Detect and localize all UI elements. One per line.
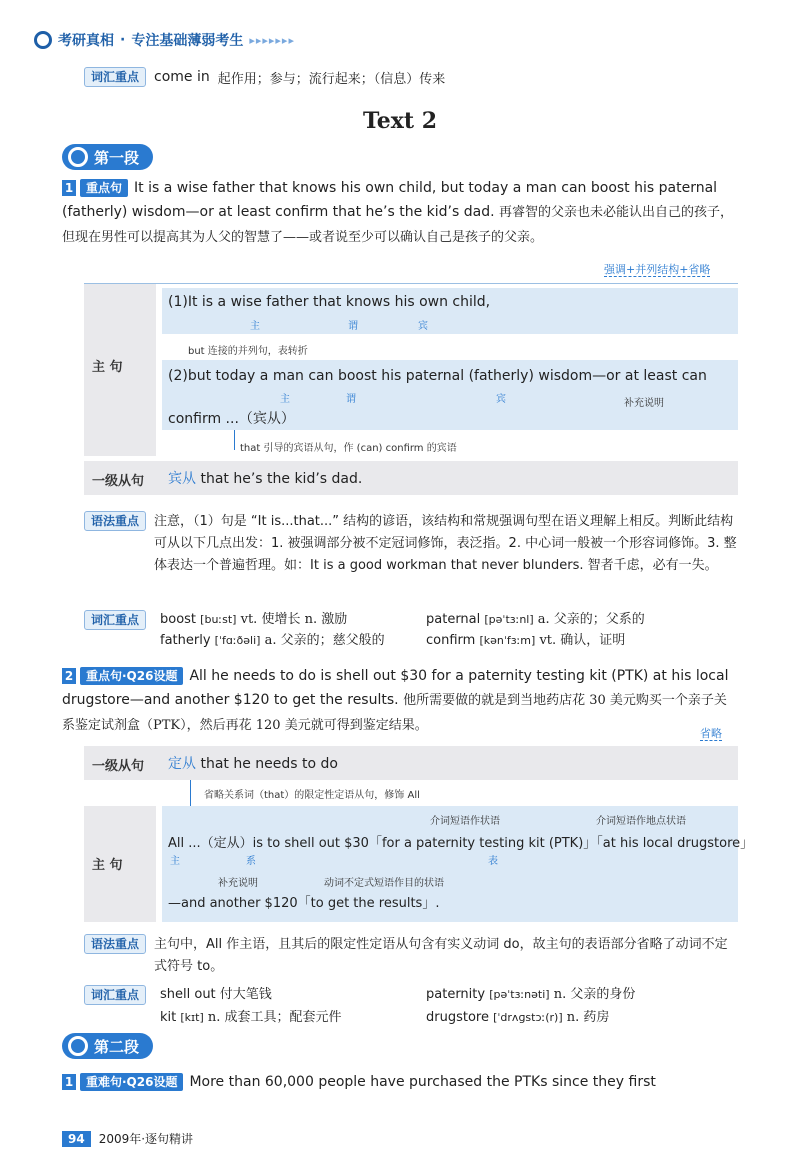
annotation: 介词短语作状语 <box>430 816 500 827</box>
sentence-en: More than 60,000 people have purchased the PTKs since they first <box>189 1074 656 1090</box>
clause-line-2: (2)but today a man can boost his paternal (fatherly) wisdom—or at least can <box>168 368 707 384</box>
vocab-tag-2 <box>84 984 146 1005</box>
search-icon <box>68 1036 88 1056</box>
subclause-row-2 <box>84 746 738 780</box>
subclause-label: 一级从句 <box>92 474 145 489</box>
vocab-item: fatherly [ˈfɑːðəli] a. 父亲的；慈父般的 <box>160 633 385 648</box>
clause-line-2: —and another $120「to get the results」. <box>168 896 440 911</box>
subclause-tag: 宾从 <box>168 471 196 487</box>
flag-tag: 重点句 <box>80 179 128 197</box>
role-object-2: 宾 <box>496 394 506 405</box>
clause-line-1: All ...（定从）is to shell out $30「for a paternity testing kit (PTK)」「at his local drugstore」 <box>168 836 754 851</box>
role-subject: 主 <box>250 321 260 332</box>
subclause-note: 省略关系词（that）的限定性定语从句，修饰 All <box>204 790 420 801</box>
clause-line-1: (1)It is a wise father that knows his own child, <box>168 294 491 310</box>
vocab-item: paternal [pəˈtɜːnl] a. 父亲的；父系的 <box>426 612 645 627</box>
sentence-number: 1 <box>62 1074 76 1090</box>
sentence-1 <box>62 176 738 250</box>
that-note: that 引导的宾语从句，作 (can) confirm 的宾语 <box>240 443 457 454</box>
sentence-cn: 他所需要做的就是到当地药店花 30 美元购买一个亲子关系鉴定试剂盒（PTK），然后再花 120 美元就可得到鉴定结果。 <box>62 693 727 733</box>
role-predicate-2: 谓 <box>346 394 356 405</box>
sentence-en: All he needs to do is shell out $30 for a paternity testing kit (PTK) at his local drugstore—and another $120 to get the results. <box>62 668 729 708</box>
main-clause-label: 主 句 <box>92 360 123 375</box>
connector-arrow <box>190 780 191 806</box>
grammar-note-1 <box>84 511 738 577</box>
role-subject: 主 <box>170 856 180 867</box>
annotation: 介词短语作地点状语 <box>596 816 686 827</box>
page-footer <box>62 1130 193 1147</box>
vocab-item: kit [kɪt] n. 成套工具；配套元件 <box>160 1010 342 1025</box>
hint-text: 省略 <box>700 727 722 740</box>
book-title: 2009年·逐句精讲 <box>98 1132 194 1146</box>
subclause-row-1 <box>84 461 738 495</box>
sentence-2 <box>62 664 738 738</box>
flag-tag: 重难句·Q26设题 <box>80 1073 183 1091</box>
role-predicate: 谓 <box>348 321 358 332</box>
brand-slogan: 专注基础薄弱考生 <box>131 33 244 49</box>
sentence-number: 2 <box>62 668 76 684</box>
flag-tag: 重点句·Q26设题 <box>80 667 183 685</box>
subclause-label: 一级从句 <box>92 759 145 774</box>
vocab-tag: 词汇重点 <box>84 985 146 1005</box>
page-header: 考研真相 · 专注基础薄弱考生 ▸▸▸▸▸▸▸ <box>34 30 295 50</box>
section-heading-2 <box>62 1033 153 1059</box>
grammar-text: 注意，（1）句是 “It is...that...” 结构的谚语，该结构和常规强调句型在语义理解上相反。判断此结构可从以下几点出发：1. 被强调部分被不定冠词修饰，表泛指。2. 中心词一般被一个形容词修饰。3. 整体表达一个普遍哲理。如：It is a good workman that never blunders. 智者千虑，必有一失。 <box>154 514 737 573</box>
vocab-item: boost [buːst] vt. 使增长 n. 激励 <box>160 612 348 627</box>
grammar-text: 主句中，All 作主语，且其后的限定性定语从句含有实义动词 do，故主句的表语部分省略了动词不定式符号 to。 <box>154 937 728 974</box>
page-title: Text 2 <box>362 108 438 134</box>
section-label: 第二段 <box>94 1037 140 1056</box>
grammar-tag: 语法重点 <box>84 934 146 954</box>
vocab-item: paternity [pəˈtɜːnəti] n. 父亲的身份 <box>426 987 636 1002</box>
analysis-table-1 <box>84 283 738 456</box>
main-clause-label: 主 句 <box>92 858 123 873</box>
vocab-tag: 词汇重点 <box>84 610 146 630</box>
structure-hint <box>604 258 710 277</box>
vocab-item: drugstore [ˈdrʌɡstɔː(r)] n. 药房 <box>426 1010 610 1025</box>
section-heading-1 <box>62 144 153 170</box>
annotation: 动词不定式短语作目的状语 <box>324 878 444 889</box>
connector-arrow <box>234 430 235 450</box>
role-object: 宾 <box>418 321 428 332</box>
subclause-content: that he needs to do <box>200 756 338 772</box>
page-number: 94 <box>62 1131 91 1147</box>
role-copula: 系 <box>246 856 256 867</box>
search-logo-icon <box>34 31 52 49</box>
section-label: 第一段 <box>94 148 140 167</box>
clause-line-3: confirm ...（宾从） <box>168 411 295 427</box>
grammar-note-2 <box>84 934 738 978</box>
structure-hint <box>700 722 722 741</box>
sentence-3 <box>62 1070 752 1094</box>
search-icon <box>68 147 88 167</box>
vocab-tag-1 <box>84 609 146 630</box>
grammar-tag: 语法重点 <box>84 511 146 531</box>
analysis-table-2 <box>84 806 754 922</box>
vocab-item: shell out 付大笔钱 <box>160 987 272 1002</box>
supp-note: 补充说明 <box>624 398 664 409</box>
brand-name: 考研真相 <box>58 33 114 49</box>
annotation: 补充说明 <box>218 878 258 889</box>
subclause-tag: 定从 <box>168 756 196 772</box>
subclause-content: that he’s the kid’s dad. <box>200 471 363 487</box>
role-predicative: 表 <box>488 856 498 867</box>
vocab-word: come in <box>154 69 210 85</box>
role-subject-2: 主 <box>280 394 290 405</box>
hint-text: 强调+并列结构+省略 <box>604 263 711 276</box>
sentence-number: 1 <box>62 180 76 196</box>
vocab-tag: 词汇重点 <box>84 67 146 87</box>
sentence-cn: 再睿智的父亲也未必能认出自己的孩子，但现在男性可以提高其为人父的智慧了——或者说至少可以确认自己是孩子的父亲。 <box>62 205 734 245</box>
subclause-text <box>168 753 338 773</box>
vocab-meaning: 起作用；参与；流行起来；（信息）传来 <box>217 71 446 87</box>
conj-note: but 连接的并列句，表转折 <box>188 346 308 357</box>
subclause-text <box>168 468 362 488</box>
arrows-icon: ▸▸▸▸▸▸▸ <box>249 33 295 47</box>
vocab-item: confirm [kənˈfɜːm] vt. 确认，证明 <box>426 633 626 648</box>
vocab-top <box>84 67 445 87</box>
sentence-en: It is a wise father that knows his own child, but today a man can boost his paternal (fatherly) wisdom—or at least confirm that he’s the kid’s dad. <box>62 180 718 220</box>
